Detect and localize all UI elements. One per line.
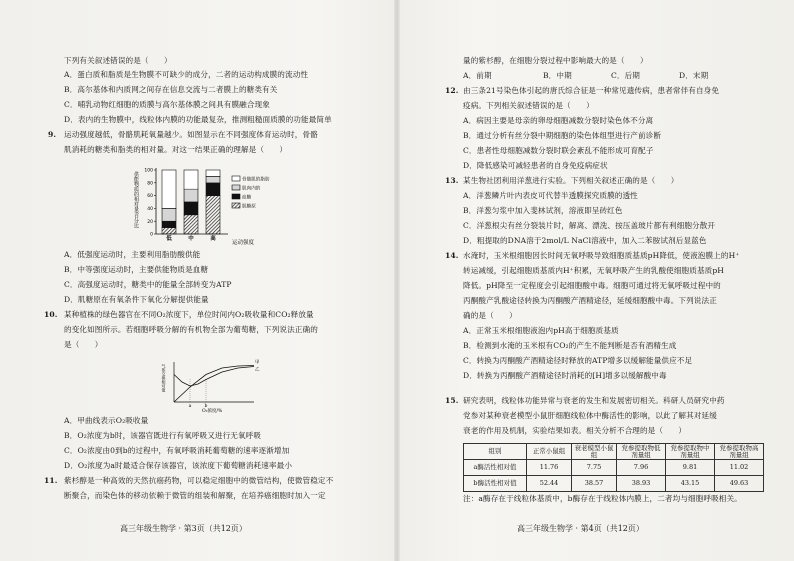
y-tick-label: 100 [144, 168, 153, 174]
q11-option-b: B．中期 [543, 71, 572, 80]
q15-line1: 研究表明，线粒体功能异常与衰老的发生和发展密切相关。科研人员研究中药 [463, 396, 725, 405]
legend-label: 血糖 [242, 195, 252, 201]
q14-option-d: D．转换为丙酮酸产酒精途径时消耗的[H]增多以缓解酸中毒 [463, 371, 667, 380]
series-label: 乙 [255, 367, 260, 373]
y-tick-label: 60 [147, 194, 153, 200]
bar-segment [184, 215, 198, 234]
q9-line2: 肌消耗的糖类和脂类的相对量。对这一结果正确的理解是（ ） [64, 145, 288, 154]
q9-chart-ylabel: 供能物质的相对量/百分比 [133, 171, 139, 229]
q9-option-a: A．低强度运动时，主要利用脂肪酸供能 [64, 250, 201, 259]
bar-segment [162, 208, 176, 221]
q10-option-d: D．O₂浓度为a时最适合保存该器官，该浓度下葡萄糖消耗速率最小 [64, 461, 293, 470]
q10-chart-lines [174, 359, 260, 403]
q14-line1: 水淹时，玉米根细胞因长时间无氧呼吸导致细胞质基质pH降低，使液泡膜上的H⁺ [463, 251, 740, 260]
q12-option-a: A．病因主要是母亲的卵母细胞减数分裂时染色体不分离 [463, 116, 654, 125]
q10-line3: 是（ ） [64, 340, 103, 349]
table-cell: 49.63 [715, 476, 764, 492]
q12-option-c: C．患者性母细胞减数分裂时联会紊乱不能形成可育配子 [463, 146, 654, 155]
table-cell: a酶活性相对值 [464, 460, 527, 476]
q8-stem: 下列有关叙述错误的是（ ） [64, 56, 172, 65]
q15-table [463, 443, 764, 492]
q10-option-a: A．甲曲线表示O₂吸收量 [64, 416, 149, 425]
x-tick-label: a [188, 404, 192, 409]
q14-line5: 确的是（ ） [463, 311, 517, 320]
q11-line2: 断聚合，而染色体的移动依赖于微管的组装和解聚，在培养癌细胞时加入一定 [64, 491, 326, 500]
bar-segment [162, 221, 176, 227]
right-page-footer: 高三年级生物学 · 第4页（共12页） [517, 524, 644, 533]
q14-line4: 丙酮酸产乳酸途径转换为丙酮酸产酒精途径，延缓细胞酸中毒。下列说法正 [463, 296, 717, 305]
bar-segment [184, 189, 198, 202]
table-header-cell: 正常小鼠组 [527, 444, 572, 460]
table-cell: 43.15 [666, 476, 715, 492]
q10-chart-ylabel: 气体交换相对值 [161, 364, 167, 392]
q11-continuation: 量的紫杉醇，在细胞分裂过程中影响最大的是（ ） [463, 56, 648, 65]
y-tick-label: 20 [147, 219, 153, 225]
q9-chart-xlabel: 运动强度 [232, 240, 255, 246]
q15-note: 注：a酶存在于线粒体基质中，b酶存在于线粒体内膜上，二者均与细胞呼吸相关。 [463, 494, 742, 503]
q10-number: 10. [44, 310, 58, 319]
q8-option-c: C．哺乳动物红细胞的质膜与高尔基体膜之间具有膜融合现象 [64, 100, 270, 109]
q9-number: 9. [48, 130, 57, 139]
legend-swatch [232, 176, 240, 181]
q9-option-d: D．肌糖原在有氧条件下氧化分解提供能量 [64, 295, 209, 304]
q11-line1: 紫杉醇是一种高效的天然抗癌药物，可以稳定细胞中的微管结构，使微管稳定不 [64, 476, 334, 485]
table-cell: 7.75 [572, 460, 617, 476]
bar-segment [206, 183, 220, 196]
x-tick-label: 高 [210, 236, 216, 242]
legend-swatch [232, 203, 240, 208]
legend-swatch [232, 194, 240, 199]
x-tick-label: b [204, 404, 208, 409]
q10-option-b: B．O₂浓度为b时，该器官既进行有氧呼吸又进行无氧呼吸 [64, 431, 262, 440]
table-header-cell: 衰老模型小鼠组 [572, 444, 617, 460]
q11-number: 11. [44, 476, 58, 485]
q14-option-c: C．转换为丙酮酸产酒精途径时释放的ATP增多以缓解能量供应不足 [463, 356, 693, 365]
series-label: 甲 [255, 360, 260, 366]
q14-line3: 降低。pH降至一定程度会引起细胞酸中毒。细胞可通过将无氧呼吸过程中的 [463, 281, 721, 290]
q15-number: 15. [445, 396, 459, 405]
q13-option-c: C．洋葱根尖有丝分裂装片时，解离、漂洗、按压盖玻片都有利细胞分散开 [463, 221, 716, 230]
q14-option-b: B．检测到水淹的玉米根有CO₂的产生不能判断是否有酒精生成 [463, 341, 677, 350]
x-tick-label: 低 [166, 236, 172, 242]
right-page [397, 0, 794, 561]
table-cell: 52.44 [527, 476, 572, 492]
q12-option-b: B．通过分析有丝分裂中期细胞的染色体组型进行产前诊断 [463, 131, 662, 140]
q8-option-b: B．高尔基体和内质网之间存在信息交流与二者膜上的糖类有关 [64, 85, 278, 94]
q13-option-a: A．洋葱鳞片叶内表皮可代替半透膜探究质膜的透性 [463, 191, 638, 200]
bar-segment [162, 228, 176, 234]
q13-number: 13. [445, 176, 459, 185]
q10-line1: 某种植株的绿色器官在不同O₂浓度下，单位时间内O₂吸收量和CO₂释放量 [64, 310, 314, 319]
table-cell: 11.02 [715, 460, 764, 476]
q9-line1: 运动强度越低，骨骼肌耗氧量越少。如图显示在不同强度体育运动时，骨骼 [64, 130, 318, 139]
q13-line1: 某生物社团利用洋葱进行实验。下列相关叙述正确的是（ ） [463, 176, 679, 185]
table-row [464, 460, 764, 476]
q14-number: 14. [445, 251, 459, 260]
bar-segment [184, 170, 198, 189]
q12-line2: 疫病。下列相关叙述错误的是（ ） [463, 101, 594, 110]
table-cell: 38.93 [617, 476, 666, 492]
y-tick-label: 40 [147, 207, 153, 212]
q12-number: 12. [445, 86, 459, 95]
q9-bar-chart [130, 160, 280, 248]
q12-option-d: D．降低感染可减轻患者的自身免疫病症状 [463, 161, 608, 170]
q11-option-a: A．前期 [463, 71, 492, 80]
q13-option-d: D．粗提取的DNA溶于2mol/L NaCl溶液中，加入二苯胺试剂后显蓝色 [463, 236, 707, 245]
q10-chart-xlabel: O₂浓度/% [202, 409, 223, 414]
bar-segment [206, 176, 220, 182]
q10-line2: 的变化如图所示。若细胞呼吸分解的有机物全部为葡萄糖，下列说法正确的 [64, 325, 318, 334]
table-header-cell: 党参提取物高剂量组 [715, 444, 764, 460]
q11-option-d: D．末期 [679, 71, 709, 80]
q14-line2: 转运减缓，引起细胞质基质内H⁺积累，无氧呼吸产生的乳酸使细胞质基质pH [463, 266, 725, 275]
table-cell: 7.96 [617, 460, 666, 476]
table-header-row [464, 444, 764, 460]
table-cell: 11.76 [527, 460, 572, 476]
q13-option-b: B．洋葱匀浆中加入斐林试剂，溶液即呈砖红色 [463, 206, 623, 215]
bar-segment [206, 170, 220, 176]
q9-option-c: C．高强度运动时，糖类中的能量全部转变为ATP [64, 280, 232, 289]
left-page-footer: 高三年级生物学 · 第3页（共12页） [120, 524, 247, 533]
q14-option-a: A．正常玉米根细胞液泡内pH高于细胞质基质 [463, 326, 619, 335]
q8-option-a: A．蛋白质和脂质是生物膜不可缺少的成分，二者的运动构成膜的流动性 [64, 70, 309, 79]
q10-line-chart [160, 356, 270, 414]
q15-line3: 衰老的作用及机制，实验结果如表。相关分析不合理的是（ ） [463, 426, 687, 435]
legend-label: 肌肉内的 [242, 186, 261, 192]
q10-option-c: C．O₂浓度由0到b的过程中，有氧呼吸消耗葡萄糖的速率逐渐增加 [64, 446, 290, 455]
y-tick-label: 0 [150, 232, 153, 238]
series-line [174, 367, 254, 387]
table-row [464, 476, 764, 492]
q9-chart-bars [162, 170, 220, 242]
table-cell: b酶活性相对值 [464, 476, 527, 492]
table-header-cell: 党参提取物低剂量组 [617, 444, 666, 460]
legend-label: 肌糖原 [242, 204, 256, 210]
q11-option-c: C．后期 [611, 71, 640, 80]
q12-line1: 由三条21号染色体引起的唐氏综合征是一种常见遗传病，患者常伴有自身免 [463, 86, 720, 95]
y-tick-label: 80 [147, 181, 153, 187]
table-cell: 38.57 [572, 476, 617, 492]
table-header-cell: 党参提取物中剂量组 [666, 444, 715, 460]
q10-chart-axes [174, 362, 254, 409]
table-cell: 9.81 [666, 460, 715, 476]
q8-option-d: D．表内的生物膜中，线粒体内膜的功能最复杂，推测粗糙面质膜的功能最简单 [64, 115, 332, 124]
table-header-cell: 组别 [464, 444, 527, 460]
bar-segment [162, 170, 176, 208]
q15-line2: 党参对某种衰老模型小鼠肝细胞线粒体中酶活性的影响，以此了解其对延缓 [463, 411, 717, 420]
legend-swatch [232, 185, 240, 190]
q9-option-b: B．中等强度运动时，主要供能物质是血糖 [64, 265, 209, 274]
bar-segment [206, 196, 220, 234]
bar-segment [184, 202, 198, 215]
x-tick-label: 中 [188, 236, 194, 242]
q9-chart-legend [232, 176, 270, 210]
legend-label: 骨骼肌的脂肪 [242, 177, 270, 183]
